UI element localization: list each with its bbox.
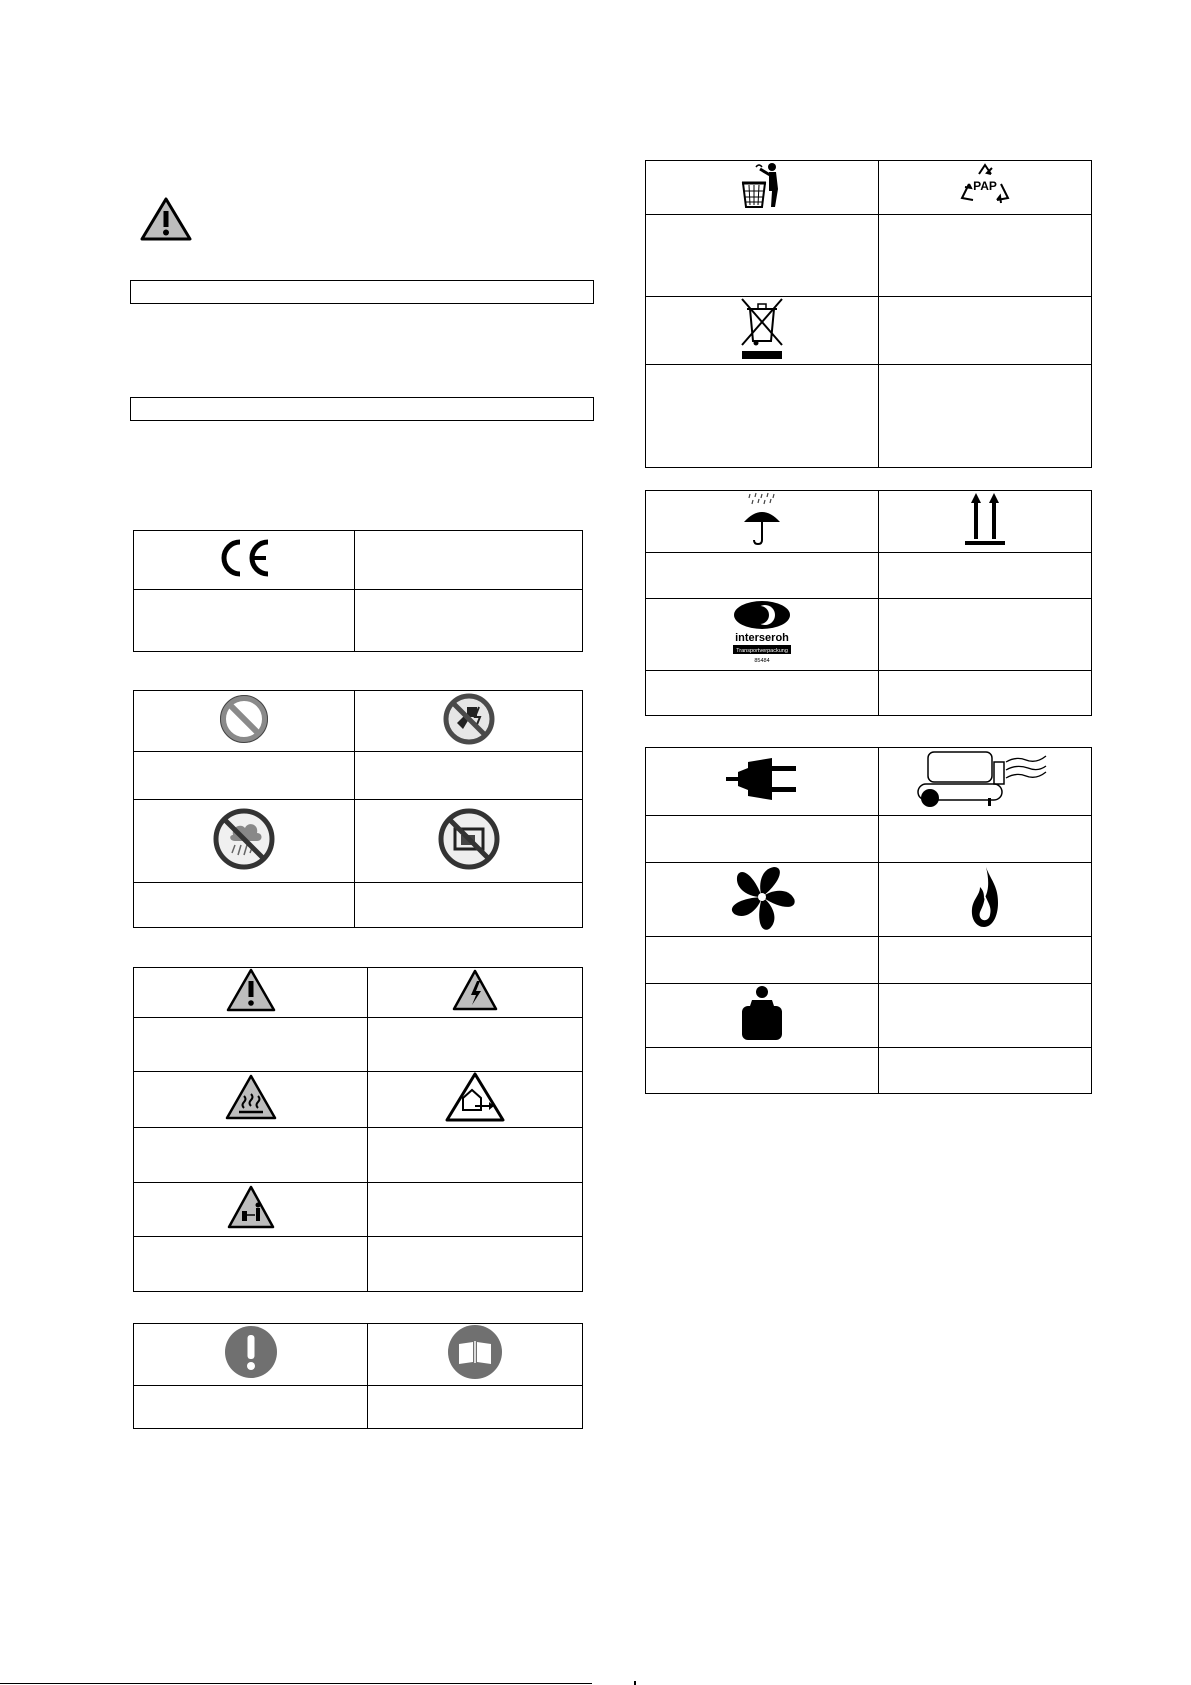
no-rain-exposure-icon: [211, 807, 277, 876]
plug-icon: [724, 754, 800, 809]
footer-mark: [634, 1681, 636, 1685]
read-manual-icon: [447, 1324, 503, 1385]
text-cell: [355, 531, 583, 590]
flame-icon: [968, 865, 1002, 934]
text-cell: [646, 215, 879, 297]
text-cell: [368, 1183, 583, 1237]
warning-table: [133, 967, 583, 1292]
sign-cell: [368, 968, 583, 1018]
heading-box-1: [130, 280, 594, 304]
text-cell: [646, 365, 879, 468]
footer-rule: [0, 1683, 592, 1684]
high-voltage-icon: [452, 969, 498, 1016]
keep-distance-icon: [227, 1185, 275, 1234]
fan-icon: [729, 864, 795, 935]
sign-cell: [134, 691, 355, 752]
text-cell: [646, 671, 879, 716]
no-enclosed-room-icon: [437, 807, 501, 876]
exhaust-gas-icon: [445, 1072, 505, 1127]
sign-cell: [134, 1183, 368, 1237]
text-cell: [879, 599, 1092, 671]
text-cell: [879, 984, 1092, 1048]
packaging-table: [645, 490, 1092, 716]
sign-cell: [134, 800, 355, 883]
sign-cell: [879, 863, 1092, 937]
text-cell: [646, 816, 879, 863]
text-cell: [134, 1128, 368, 1183]
sign-cell: [368, 1072, 583, 1128]
sign-cell: [646, 748, 879, 816]
interseroh-code: 85484: [754, 658, 770, 664]
sign-cell: [879, 748, 1092, 816]
prohibition-table: [133, 690, 583, 928]
sign-cell: [646, 491, 879, 553]
text-cell: [134, 1237, 368, 1292]
text-cell: [355, 752, 583, 800]
pap-recycling-icon: [959, 162, 1011, 213]
text-cell: [134, 752, 355, 800]
no-entry-icon: [220, 695, 268, 748]
heater-icon: [910, 748, 1060, 815]
text-cell: [879, 937, 1092, 984]
sign-cell: [134, 1324, 368, 1386]
sign-cell: [646, 863, 879, 937]
text-cell: [134, 590, 355, 652]
text-cell: [879, 816, 1092, 863]
no-water-on-electric-icon: [443, 693, 495, 750]
sign-cell: [646, 599, 879, 671]
ce-mark-icon: [216, 538, 272, 583]
text-cell: [646, 937, 879, 984]
sign-cell: [879, 491, 1092, 553]
interseroh-sub: Transportverpackung: [736, 648, 788, 654]
text-cell: [879, 1048, 1092, 1094]
sign-cell: [368, 1324, 583, 1386]
text-cell: [355, 883, 583, 928]
feature-table: [645, 747, 1092, 1094]
text-cell: [879, 215, 1092, 297]
sign-cell: [879, 161, 1092, 215]
interseroh-logo-icon: [727, 599, 797, 670]
text-cell: [368, 1128, 583, 1183]
sign-cell: [646, 297, 879, 365]
interseroh-brand: interseroh: [735, 632, 789, 644]
sign-cell: [134, 1072, 368, 1128]
weight-icon: [738, 984, 786, 1047]
text-cell: [646, 553, 879, 599]
keep-dry-icon: [742, 492, 782, 551]
warning-triangle-icon: [140, 196, 192, 242]
text-cell: [646, 1048, 879, 1094]
general-warning-icon: [226, 968, 276, 1017]
weee-crossed-bin-icon: [734, 297, 790, 364]
text-cell: [879, 297, 1092, 365]
sign-cell: [355, 691, 583, 752]
text-cell: [879, 671, 1092, 716]
heading-box-2: [130, 397, 594, 421]
hot-surface-icon: [225, 1074, 277, 1125]
pap-label: PAP: [973, 179, 997, 193]
text-cell: [368, 1018, 583, 1072]
sign-cell: [646, 984, 879, 1048]
text-cell: [368, 1386, 583, 1429]
ce-cell: [134, 531, 355, 590]
text-cell: [879, 365, 1092, 468]
text-cell: [355, 590, 583, 652]
sign-cell: [134, 968, 368, 1018]
mandatory-table: [133, 1323, 583, 1429]
waste-bin-icon: [740, 161, 784, 214]
text-cell: [134, 1018, 368, 1072]
attention-icon: [224, 1325, 278, 1384]
conformity-table: [133, 530, 583, 652]
text-cell: [368, 1237, 583, 1292]
text-cell: [879, 553, 1092, 599]
this-way-up-icon: [963, 491, 1007, 552]
text-cell: [134, 883, 355, 928]
text-cell: [134, 1386, 368, 1429]
sign-cell: [355, 800, 583, 883]
sign-cell: [646, 161, 879, 215]
disposal-table: [645, 160, 1092, 468]
